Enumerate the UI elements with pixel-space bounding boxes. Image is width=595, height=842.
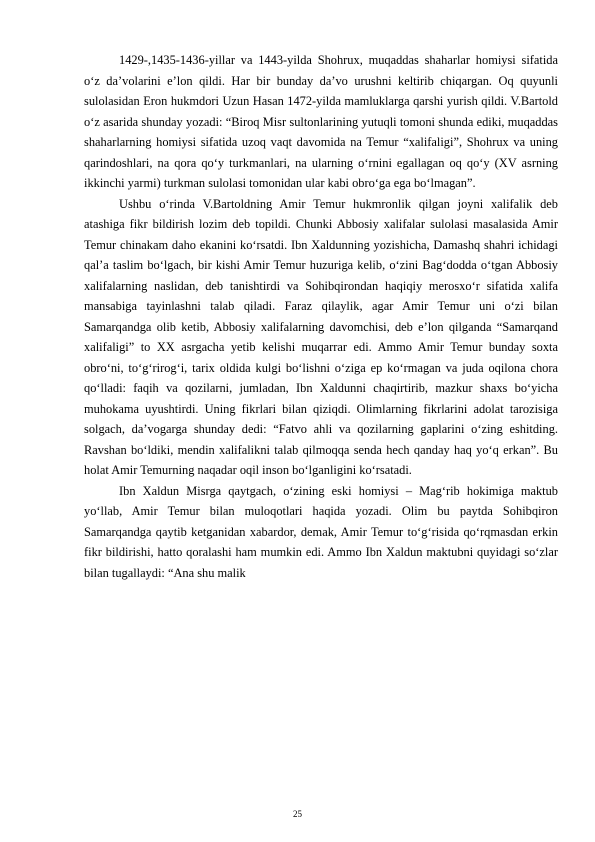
page-number: 25	[293, 809, 302, 819]
paragraph-3: Ibn Xaldun Misrga qaytgach, o‘zining eski homiysi – Mag‘rib hokimiga maktub yo‘llab, Amir Temur bilan muloqotlari haqida yozadi. Olim bu paytda Sohibqiron Samarqandga qaytib ketganidan xabardor, demak, Amir Temur to‘g‘risida qo‘rqmasdan erkin fikr bildirishi, hatto qoralashi ham mumkin edi. Ammo Ibn Xaldun maktubni quyidagi so‘zlar bilan tugallaydi: “Ana shu malik	[84, 483, 558, 580]
paragraph-2: Ushbu o‘rinda V.Bartoldning Amir Temur hukmronlik qilgan joyni xalifalik deb atashiga fikr bildirish lozim deb topildi. Chunki Abbosiy xalifalar sulolasi masalasida Amir Temur chinakam daho ekanini ko‘rsatdi. Ibn Xaldunning yozishicha, Damashq shahri ichidagi qal’a taslim bo‘lgach, bir kishi Amir Temur huzuriga kelib, o‘zini Bag‘dodda o‘tgan Abbosiy xalifalarning naslidan, deb tanishtirdi va Sohibqirondan haqiqiy merosxo‘r sifatida xalifa mansabiga tayinlashni talab qiladi. Faraz qilaylik, agar Amir Temur uni o‘zi bilan Samarqandga olib ketib, Abbosiy xalifalarning davomchisi, deb e’lon qilganda “Samarqand xalifaligi” to XX asrgacha yetib kelishi muqarrar edi. Ammo Amir Temur bunday soxta obro‘ni, to‘g‘rirog‘i, tarix oldida kulgi bo‘lishni o‘ziga ep ko‘rmagan va juda oqilona chora qo‘lladi: faqih va qozilarni, jumladan, Ibn Xaldunni chaqirtirib, mazkur shaxs bo‘yicha muhokama uyushtirdi. Uning fikrlari bilan qiziqdi. Olimlarning fikrlarini adolat tarozisiga solgach, da’vogarga shunday dedi: “Fatvo ahli va qozilarning gaplarini o‘zing eshitding. Ravshan bo‘ldiki, mendin xalifalikni talab qilmoqqa senda hech qanday haq yo‘q erkan”. Bu holat Amir Temurning naqadar oqil inson bo‘lganligini ko‘rsatadi.	[84, 196, 558, 477]
paragraph-1: 1429-,1435-1436-yillar va 1443-yilda Shohrux, muqaddas shaharlar homiysi sifatida o‘z da’volarini e’lon qildi. Har bir bunday da’vo urushni keltirib chiqargan. Oq quyunli sulolasidan Eron hukmdori Uzun Hasan 1472-yilda mamluklarga qarshi yurish qildi. V.Bartold o‘z asarida shunday yozadi: “Biroq Misr sultonlarining yutuqli tomoni shunda ediki, muqaddas shaharlarning homiysi sifatida uzoq vaqt davomida na Temur “xalifaligi”, Shohrux va uning qarindoshlari, na qora qo‘y turkmanlari, na ularning o‘rnini egallagan oq qo‘y (XV asrning ikkinchi yarmi) turkman sulolasi tomonidan ular kabi obro‘ga ega bo‘lmagan”.	[84, 53, 558, 190]
document-body	[84, 50, 558, 583]
